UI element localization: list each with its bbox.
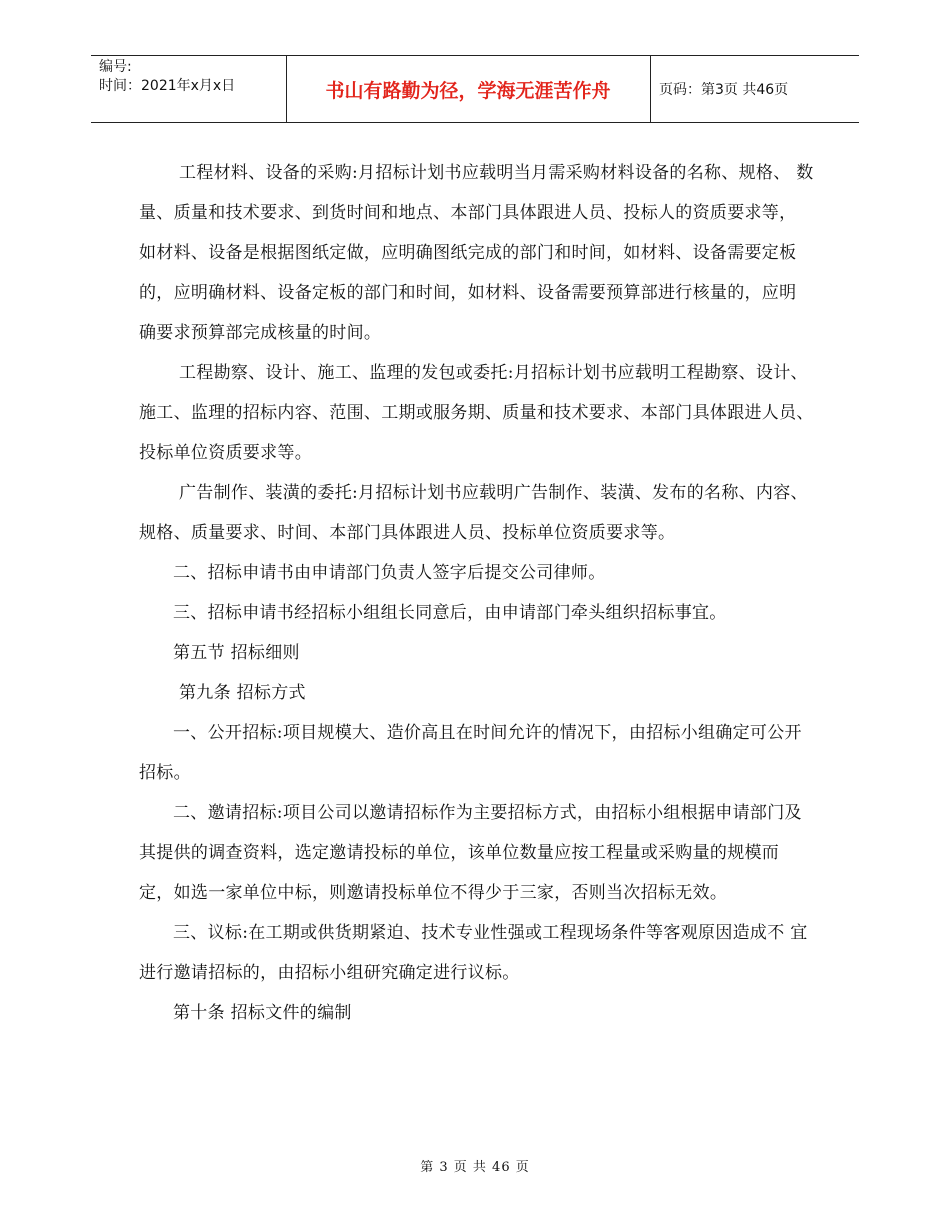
article-heading: 第十条 招标文件的编制 xyxy=(173,1003,352,1023)
page-header xyxy=(91,55,859,123)
paragraph-material-procurement: 工程材料、设备的采购:月招标计划书应载明当月需采购材料设备的名称、规格、 数量、质量和技术要求、到货时间和地点、本部门具体跟进人员、投标人的资质要求等， 如材料、设备是根据图纸定做，应明确图纸完成的部门和时间，如材料、设备需要定板 的，应明确材料、设备定板的部门和时间，如材料、设备需要预算部进行核量的，应明 确要求预算部完成核量的时间。 xyxy=(139,163,814,343)
paragraph-invited-tender: 二、邀请招标:项目公司以邀请招标作为主要招标方式，由招标小组根据申请部门及其提供的调查资料，选定邀请投标的单位，该单位数量应按工程量或采购量的规模而 定，如选一家单位中标，则邀请投标单位不得少于三家，否则当次招标无效。 xyxy=(139,803,802,903)
header-page-number: 页码：第3页 共46页 xyxy=(659,82,789,98)
header-motto: 书山有路勤为径，学海无涯苦作舟 xyxy=(325,79,611,102)
paragraph-organize-tender: 三、招标申请书经招标小组组长同意后，由申请部门牵头组织招标事宜。 xyxy=(173,603,727,623)
header-divider xyxy=(650,56,651,122)
document-date-label: 时间：2021年x月x日 xyxy=(99,78,236,94)
article-heading: 第九条 招标方式 xyxy=(179,683,306,703)
document-body xyxy=(139,153,814,1033)
paragraph-advertising: 广告制作、装潢的委托:月招标计划书应载明广告制作、装潢、发布的名称、内容、 规格、质量要求、时间、本部门具体跟进人员、投标单位资质要求等。 xyxy=(139,483,808,543)
paragraph-open-tender: 一、公开招标:项目规模大、造价高且在时间允许的情况下，由招标小组确定可公开招标。 xyxy=(139,723,802,783)
paragraph-submit-application: 二、招标申请书由申请部门负责人签字后提交公司律师。 xyxy=(173,563,606,583)
section-heading: 第五节 招标细则 xyxy=(173,643,300,663)
header-meta xyxy=(99,58,285,96)
paragraph-engineering-survey: 工程勘察、设计、施工、监理的发包或委托:月招标计划书应载明工程勘察、设计、 施工、监理的招标内容、范围、工期或服务期、质量和技术要求、本部门具体跟进人员、 投标单位资质要求等。 xyxy=(139,363,814,463)
document-number-label: 编号: xyxy=(99,59,132,75)
paragraph-negotiated-tender: 三、议标:在工期或供货期紧迫、技术专业性强或工程现场条件等客观原因造成不 宜进行邀请招标的，由招标小组研究确定进行议标。 xyxy=(139,923,808,983)
page-footer: 第 3 页 共 46 页 xyxy=(420,1160,530,1175)
